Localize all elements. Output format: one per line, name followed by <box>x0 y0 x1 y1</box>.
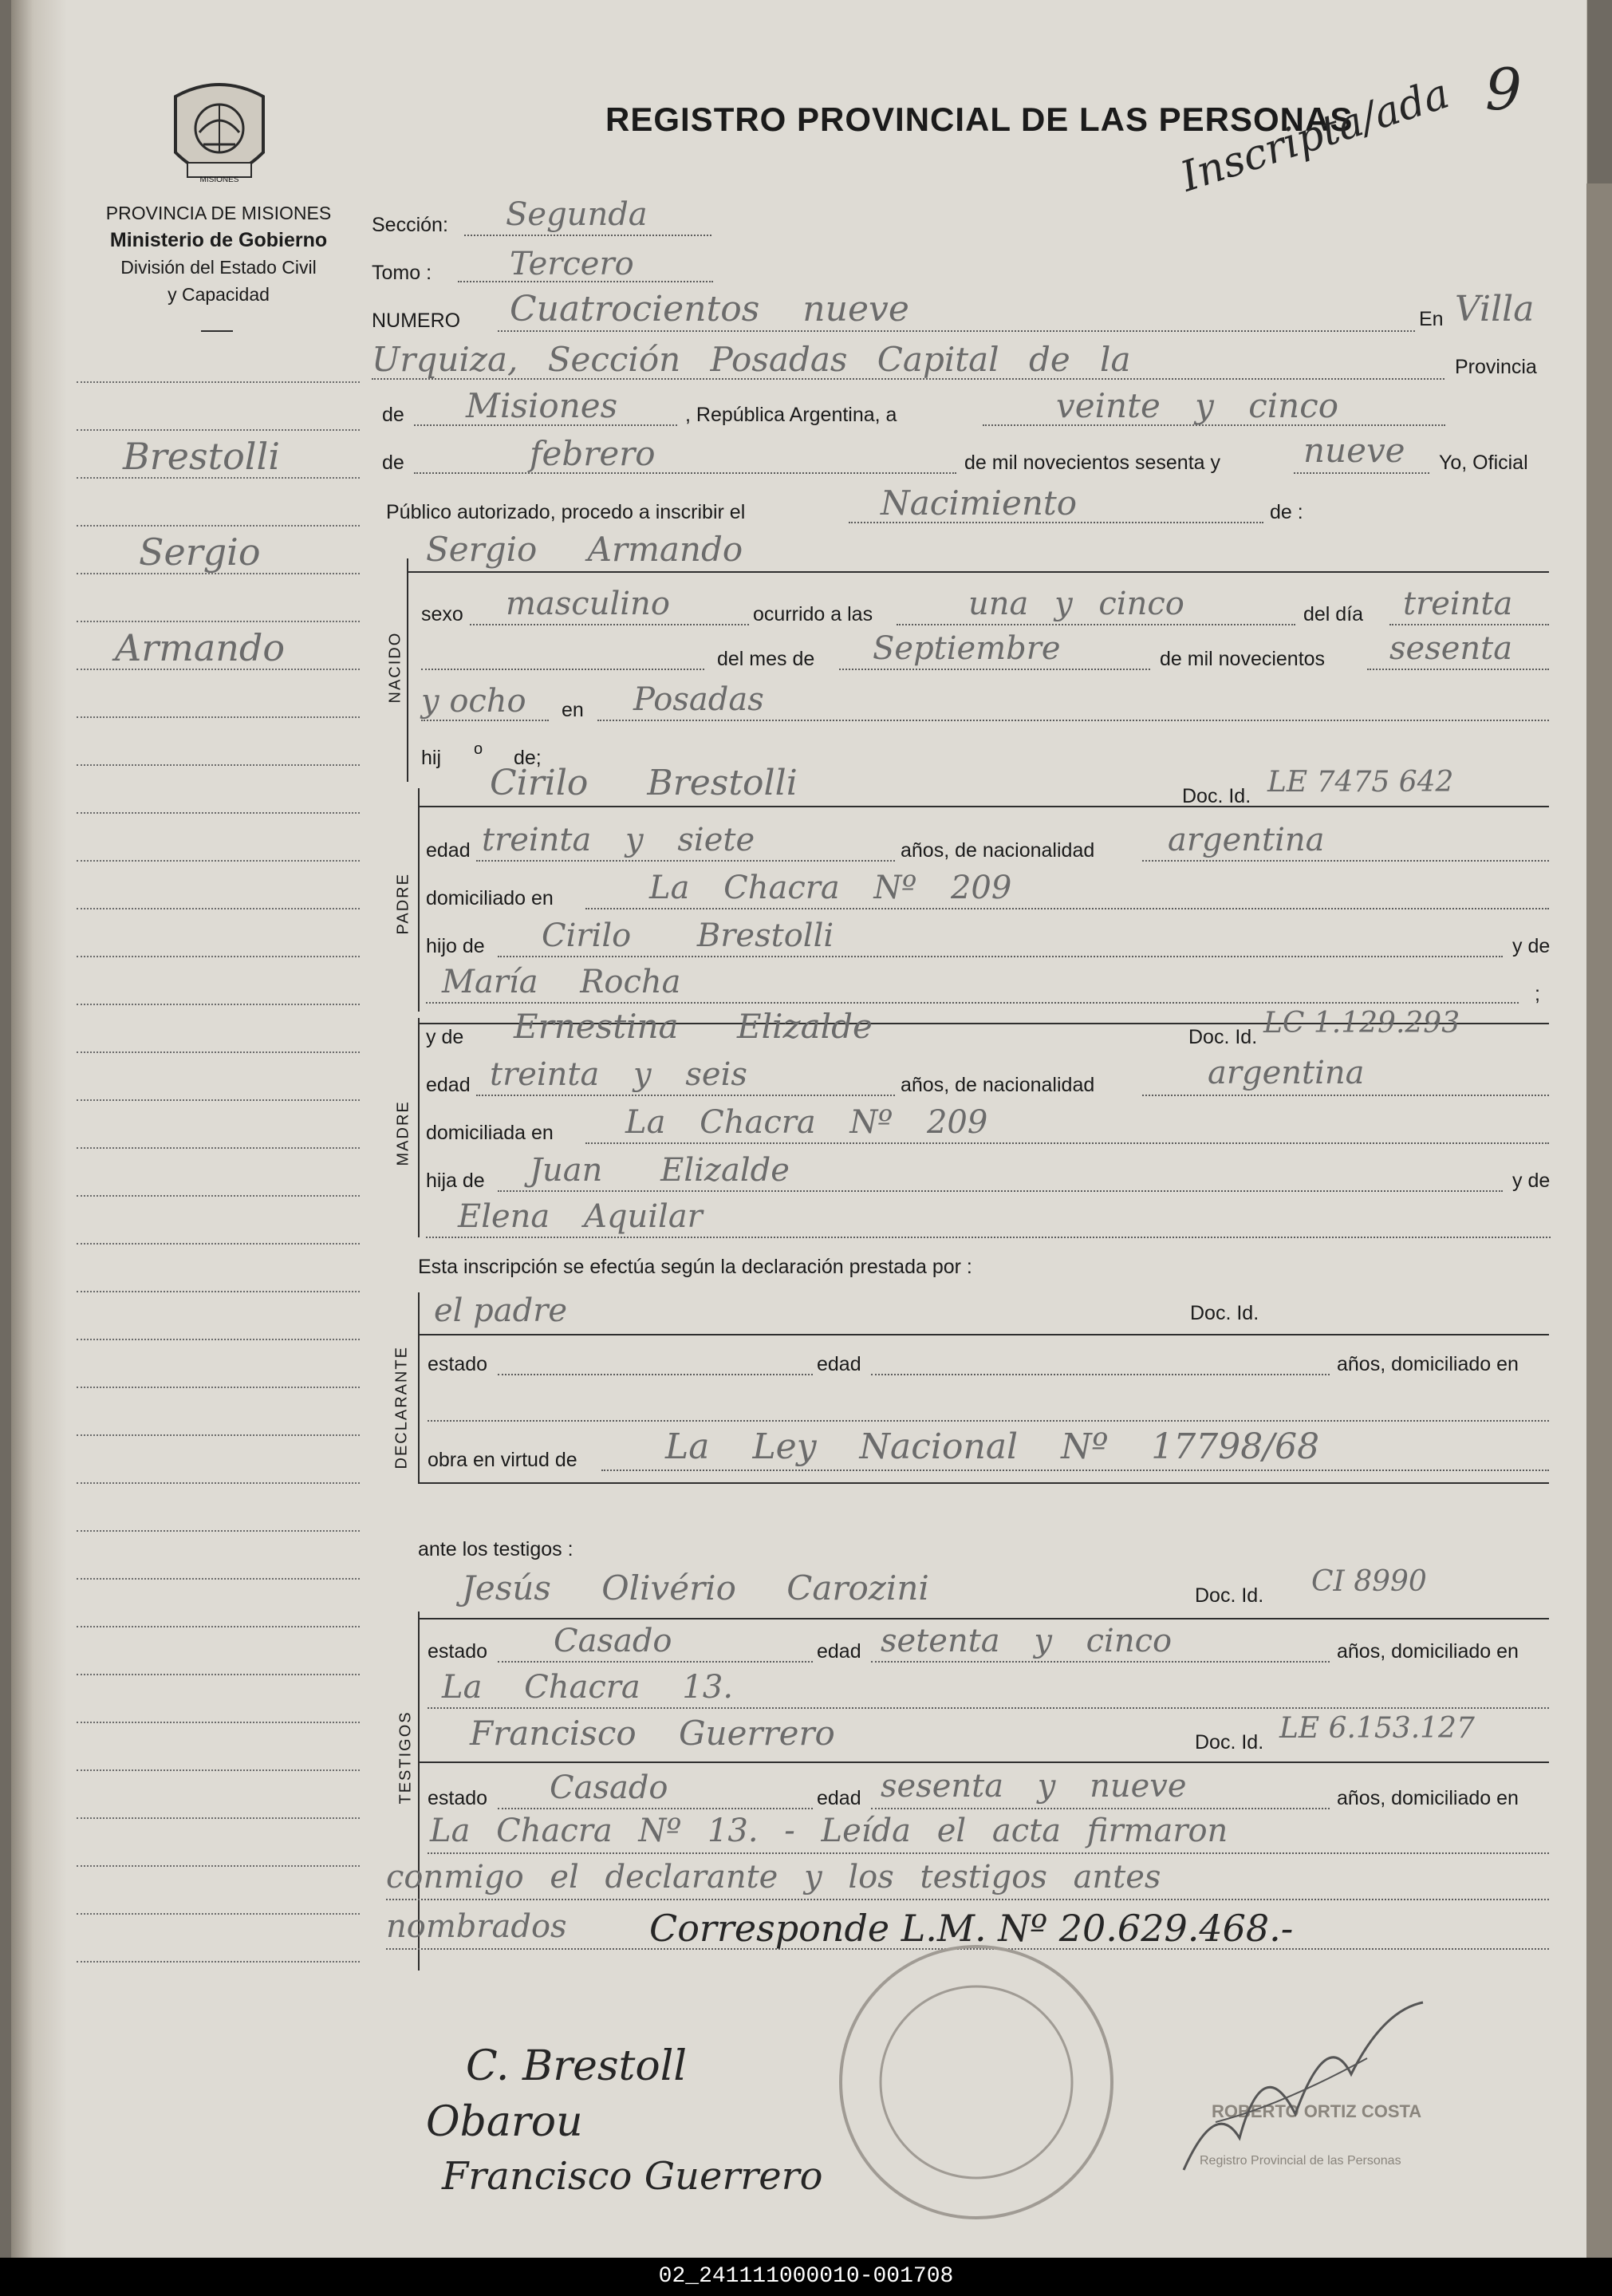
hij-suffix: o <box>474 740 483 758</box>
de-colon: de : <box>1270 501 1303 523</box>
declarante-bracket <box>418 1292 420 1484</box>
official-signature-icon <box>1168 1978 1439 2186</box>
padre-yde-label: y de <box>1512 935 1551 957</box>
testigo2-doc: LE 6.153.127 <box>1279 1712 1475 1745</box>
padre-doc-label: Doc. Id. <box>1182 785 1251 807</box>
hij-de-label: de; <box>514 747 542 769</box>
madre-bracket <box>418 1018 420 1237</box>
en-label: En <box>1419 308 1444 330</box>
page-title: REGISTRO PROVINCIAL DE LAS PERSONAS <box>605 101 1354 138</box>
oficial-label: Yo, Oficial <box>1439 452 1528 474</box>
madre-edad-label: edad <box>426 1074 471 1096</box>
anio-value: sesenta <box>1389 630 1513 667</box>
testigo1-edad-label: edad <box>817 1640 861 1663</box>
hij-label: hij <box>421 747 442 769</box>
declarante-edad-label: edad <box>817 1353 861 1375</box>
nacido-bracket <box>407 558 408 782</box>
testigos-intro: ante los testigos : <box>418 1538 573 1560</box>
padre-top-rule <box>418 806 1549 807</box>
declarante-estado-label: estado <box>428 1353 488 1375</box>
testigo2-name: Francisco Guerrero <box>470 1714 835 1753</box>
file-label-bar <box>0 2258 1612 2296</box>
obra-label: obra en virtud de <box>428 1449 577 1471</box>
padre-semicolon: ; <box>1535 983 1540 1005</box>
capacity-name: y Capacidad <box>168 284 270 305</box>
corresponde-note: Corresponde L.M. Nº 20.629.468.- <box>649 1907 1294 1950</box>
madre-hija-label: hija de <box>426 1170 485 1192</box>
signature-1: C. Brestoll <box>466 2042 687 2090</box>
testigo1-dom: La Chacra 13. <box>442 1669 734 1706</box>
testigo1-doc-label: Doc. Id. <box>1195 1584 1264 1607</box>
mil-label: de mil novecientos <box>1160 648 1326 670</box>
madre-yde-label: y de <box>426 1026 464 1048</box>
nacido-top-rule <box>407 571 1549 573</box>
testigo1-estado-label: estado <box>428 1640 488 1663</box>
declarante-top-rule <box>418 1334 1549 1335</box>
en-value: Villa <box>1455 289 1535 329</box>
authority-block <box>59 199 378 308</box>
margin-second-name: Armando <box>115 626 286 669</box>
page-number: 9 <box>1485 56 1522 123</box>
padre-mother-value: María Rocha <box>442 964 681 1000</box>
day-value: veinte y cinco <box>1056 386 1339 425</box>
en-label-2: en <box>562 699 584 721</box>
sexo-value: masculino <box>506 586 670 622</box>
mes-value: Septiembre <box>873 630 1061 667</box>
sexo-label: sexo <box>421 603 463 625</box>
adjacent-page-edge <box>1586 183 1612 2258</box>
stamp-text: ROBERTO ORTIZ COSTA <box>1212 2101 1422 2121</box>
testigo1-dom-label: años, domiciliado en <box>1337 1640 1519 1663</box>
testigo1-doc: CI 8990 <box>1311 1565 1427 1598</box>
seccion-value: Segunda <box>506 196 648 233</box>
padre-edad-label: edad <box>426 839 471 862</box>
anio-value-2: y ocho <box>421 683 526 720</box>
madre-name: Ernestina Elizalde <box>514 1007 873 1046</box>
seal-text: MISIONES <box>199 176 239 184</box>
padre-hijo-label: hijo de <box>426 935 485 957</box>
declarante-dom-label: años, domiciliado en <box>1337 1353 1519 1375</box>
padre-nac-label: años, de nacionalidad <box>901 839 1095 862</box>
testigos-mid-rule <box>418 1761 1549 1763</box>
closing-line-2: nombrados <box>386 1908 567 1945</box>
declarante-name: el padre <box>434 1292 568 1329</box>
hora-value: una y cinco <box>968 586 1184 622</box>
madre-nac-label: años, de nacionalidad <box>901 1074 1095 1096</box>
province-name: PROVINCIA DE MISIONES <box>105 203 332 223</box>
tomo-value: Tercero <box>510 246 634 282</box>
mes-label: del mes de <box>717 648 815 670</box>
madre-edad-value: treinta y seis <box>490 1056 747 1093</box>
province-value: Misiones <box>466 386 618 425</box>
nacido-label: NACIDO <box>386 631 404 704</box>
file-label: 02_241111000010-001708 <box>658 2264 954 2289</box>
binding-spine <box>11 0 67 2258</box>
padre-name: Cirilo Brestolli <box>490 763 798 803</box>
madre-yde-label-2: y de <box>1512 1170 1551 1192</box>
provincia-label: Provincia <box>1455 356 1537 378</box>
dia-value: treinta <box>1403 586 1513 622</box>
padre-doc-value: LE 7475 642 <box>1267 766 1454 799</box>
testigo2-estado-label: estado <box>428 1787 488 1809</box>
padre-dom-label: domiciliado en <box>426 887 554 909</box>
padre-hijo-value: Cirilo Brestolli <box>542 917 834 954</box>
dia-label: del día <box>1303 603 1364 625</box>
testigo2-doc-label: Doc. Id. <box>1195 1731 1264 1754</box>
republica-label: , República Argentina, a <box>685 404 897 426</box>
madre-doc-value: LC 1.129.293 <box>1263 1007 1460 1040</box>
padre-nac-value: argentina <box>1168 822 1325 858</box>
madre-nac-value: argentina <box>1208 1055 1365 1091</box>
year-value: nueve <box>1303 431 1405 470</box>
testigo1-estado: Casado <box>554 1623 672 1659</box>
numero-label: NUMERO <box>372 310 461 332</box>
declarante-bottom-rule <box>418 1482 1549 1484</box>
madre-doc-label: Doc. Id. <box>1188 1026 1258 1048</box>
stamp-text-2: Registro Provincial de las Personas <box>1200 2154 1401 2168</box>
testigo1-edad: setenta y cinco <box>881 1623 1173 1659</box>
year-label: de mil novecientos sesenta y <box>964 452 1221 474</box>
nacido-name: Sergio Armando <box>426 530 743 569</box>
padre-dom-value: La Chacra Nº 209 <box>649 870 1012 906</box>
division-name: División del Estado Civil <box>120 257 317 278</box>
act-value: Nacimiento <box>881 483 1078 523</box>
lugar-value: Posadas <box>633 681 764 718</box>
de-label-2: de <box>382 452 404 474</box>
madre-label: MADRE <box>394 1100 412 1166</box>
madre-dom-value: La Chacra Nº 209 <box>625 1104 988 1141</box>
signature-2: Obarou <box>426 2098 583 2146</box>
madre-dom-label: domiciliada en <box>426 1122 554 1144</box>
padre-bracket <box>418 788 420 1012</box>
document-page <box>11 0 1587 2258</box>
place-value: Urquiza, Sección Posadas Capital de la <box>372 340 1131 379</box>
de-label-1: de <box>382 404 404 426</box>
obra-value: La Ley Nacional Nº 17798/68 <box>665 1426 1320 1467</box>
padre-edad-value: treinta y siete <box>482 822 755 858</box>
testigo2-dom-label: años, domiciliado en <box>1337 1787 1519 1809</box>
testigo2-edad-label: edad <box>817 1787 861 1809</box>
madre-mother-value: Elena Aquilar <box>458 1198 703 1235</box>
testigos-label: TESTIGOS <box>396 1710 415 1805</box>
testigo2-dom: La Chacra Nº 13. - Leída el acta firmaron <box>430 1813 1228 1849</box>
closing-line-1: conmigo el declarante y los testigos antes <box>386 1859 1161 1896</box>
declarante-label: DECLARANTE <box>392 1346 411 1470</box>
seccion-label: Sección: <box>372 214 448 236</box>
padre-label: PADRE <box>394 873 412 935</box>
official-stamp-icon <box>833 1939 1120 2226</box>
madre-hija-value: Juan Elizalde <box>530 1152 790 1189</box>
month-value: febrero <box>530 434 656 473</box>
testigo1-name: Jesús Olivério Carozini <box>462 1568 929 1608</box>
ministry-name: Ministerio de Gobierno <box>109 229 328 251</box>
testigos-top-rule <box>418 1618 1549 1619</box>
publico-label: Público autorizado, procedo a inscribir el <box>386 501 746 523</box>
authority-rule <box>201 330 233 332</box>
declarante-intro: Esta inscripción se efectúa según la declaración prestada por : <box>418 1256 972 1278</box>
ocurrido-label: ocurrido a las <box>753 603 873 625</box>
numero-value: Cuatrocientos nueve <box>510 289 909 329</box>
testigo2-edad: sesenta y nueve <box>881 1768 1187 1805</box>
testigo2-estado: Casado <box>550 1769 668 1806</box>
margin-first-name: Sergio <box>139 531 261 574</box>
declarante-doc-label: Doc. Id. <box>1190 1302 1259 1324</box>
corner-annotation: Inscripta/ada <box>1175 69 1456 202</box>
signature-3: Francisco Guerrero <box>442 2154 823 2199</box>
margin-surname: Brestolli <box>123 435 280 478</box>
tomo-label: Tomo : <box>372 262 432 284</box>
